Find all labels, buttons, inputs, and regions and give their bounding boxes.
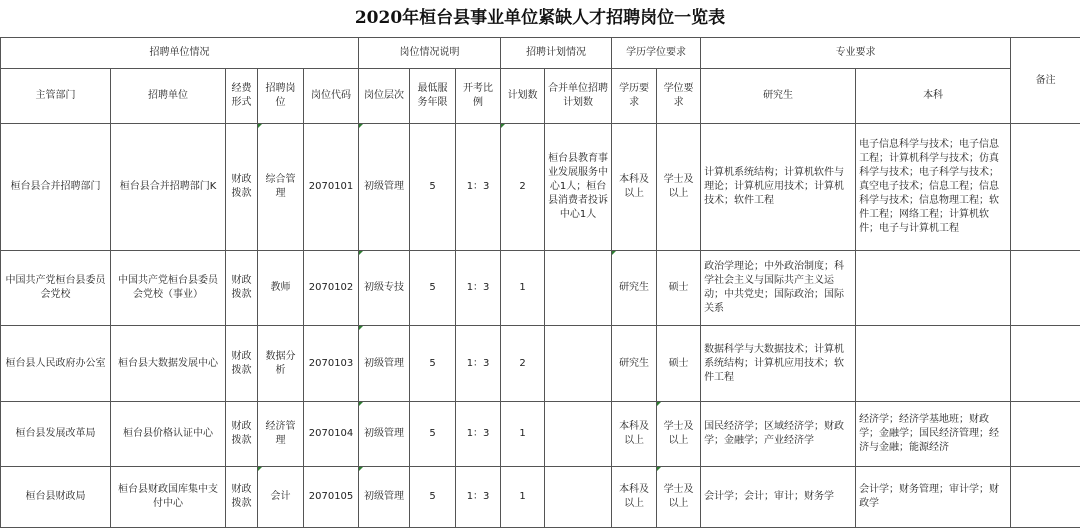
cell-unit: 桓台县大数据发展中心: [111, 326, 226, 402]
group-plan-header: 招聘计划情况: [501, 38, 612, 69]
header-grad: 研究生: [701, 69, 856, 124]
cell-years: 5: [410, 251, 456, 326]
cell-grad: 会计学；会计；审计；财务学: [701, 467, 856, 528]
cell-funding: 财政拨款: [226, 326, 258, 402]
cell-years: 5: [410, 402, 456, 467]
cell-level: 初级专技: [359, 251, 410, 326]
cell-grad: 政治学理论；中外政治制度；科学社会主义与国际共产主义运动；中共党史；国际政治；国际关系: [701, 251, 856, 326]
column-header-row: [1, 69, 1080, 124]
cell-bachelor: 经济学；经济学基地班；财政学；金融学；国民经济管理；经济与金融；能源经济: [856, 402, 1011, 467]
cell-count: 1: [501, 402, 545, 467]
cell-merged: [545, 467, 612, 528]
cell-remark: [1011, 251, 1080, 326]
cell-funding: 财政拨款: [226, 251, 258, 326]
group-header-row: [1, 38, 1080, 69]
page-title: 2020年桓台县事业单位紧缺人才招聘岗位一览表: [354, 8, 726, 28]
cell-post: 综合管理: [258, 124, 304, 251]
cell-ratio: 1：3: [456, 124, 501, 251]
cell-merged: [545, 251, 612, 326]
group-major-header: 专业要求: [701, 38, 1011, 69]
cell-degree: 学士及以上: [657, 402, 701, 467]
cell-dept: 桓台县发展改革局: [1, 402, 111, 467]
cell-unit: 桓台县合并招聘部门K: [111, 124, 226, 251]
cell-years: 5: [410, 326, 456, 402]
cell-grad: 计算机系统结构；计算机软件与理论；计算机应用技术；计算机技术；软件工程: [701, 124, 856, 251]
cell-level: 初级管理: [359, 124, 410, 251]
cell-level: 初级管理: [359, 402, 410, 467]
cell-post: 教师: [258, 251, 304, 326]
cell-count: 2: [501, 326, 545, 402]
cell-code: 2070102: [304, 251, 359, 326]
cell-merged: 桓台县教育事业发展服务中心1人；桓台县消费者投诉中心1人: [545, 124, 612, 251]
cell-unit: 桓台县财政国库集中支付中心: [111, 467, 226, 528]
cell-remark: [1011, 124, 1080, 251]
cell-bachelor: 会计学；财务管理；审计学；财政学: [856, 467, 1011, 528]
cell-remark: [1011, 402, 1080, 467]
cell-count: 1: [501, 251, 545, 326]
cell-bachelor: [856, 251, 1011, 326]
cell-edu: 研究生: [612, 251, 657, 326]
cell-code: 2070104: [304, 402, 359, 467]
header-ratio: 开考比例: [456, 69, 501, 124]
header-funding: 经费形式: [226, 69, 258, 124]
header-degree: 学位要求: [657, 69, 701, 124]
remark-header: 备注: [1011, 38, 1080, 124]
cell-remark: [1011, 467, 1080, 528]
cell-edu: 本科及以上: [612, 402, 657, 467]
cell-degree: 硕士: [657, 326, 701, 402]
cell-level: 初级管理: [359, 467, 410, 528]
cell-post: 会计: [258, 467, 304, 528]
cell-dept: 中国共产党桓台县委员会党校: [1, 251, 111, 326]
cell-dept: 桓台县合并招聘部门: [1, 124, 111, 251]
cell-remark: [1011, 326, 1080, 402]
cell-edu: 本科及以上: [612, 124, 657, 251]
header-count: 计划数: [501, 69, 545, 124]
cell-degree: 硕士: [657, 251, 701, 326]
cell-unit: 桓台县价格认证中心: [111, 402, 226, 467]
header-bachelor: 本科: [856, 69, 1011, 124]
cell-years: 5: [410, 467, 456, 528]
header-post: 招聘岗位: [258, 69, 304, 124]
group-unit-header: 招聘单位情况: [1, 38, 359, 69]
cell-years: 5: [410, 124, 456, 251]
cell-code: 2070103: [304, 326, 359, 402]
cell-degree: 学士及以上: [657, 124, 701, 251]
cell-ratio: 1：3: [456, 326, 501, 402]
cell-merged: [545, 402, 612, 467]
header-level: 岗位层次: [359, 69, 410, 124]
header-merged: 合并单位招聘计划数: [545, 69, 612, 124]
cell-count: 1: [501, 467, 545, 528]
table-row: [1, 467, 1080, 528]
table-row: [1, 402, 1080, 467]
cell-grad: 国民经济学；区域经济学；财政学；金融学；产业经济学: [701, 402, 856, 467]
cell-merged: [545, 326, 612, 402]
cell-funding: 财政拨款: [226, 402, 258, 467]
group-edu-header: 学历学位要求: [612, 38, 701, 69]
cell-unit: 中国共产党桓台县委员会党校（事业）: [111, 251, 226, 326]
cell-ratio: 1：3: [456, 251, 501, 326]
cell-funding: 财政拨款: [226, 124, 258, 251]
cell-count: 2: [501, 124, 545, 251]
cell-code: 2070105: [304, 467, 359, 528]
cell-funding: 财政拨款: [226, 467, 258, 528]
recruitment-table: [0, 37, 1080, 528]
table-row: [1, 251, 1080, 326]
cell-edu: 本科及以上: [612, 467, 657, 528]
cell-bachelor: [856, 326, 1011, 402]
cell-ratio: 1：3: [456, 402, 501, 467]
cell-bachelor: 电子信息科学与技术；电子信息工程；计算机科学与技术；仿真科学与技术；电子科学与技术；真空电子技术；信息工程；信息科学与技术；信息物理工程；软件工程；网络工程；计算机软件；电子与计算机工程: [856, 124, 1011, 251]
cell-ratio: 1：3: [456, 467, 501, 528]
table-row: [1, 326, 1080, 402]
cell-level: 初级管理: [359, 326, 410, 402]
header-years: 最低服务年限: [410, 69, 456, 124]
header-code: 岗位代码: [304, 69, 359, 124]
cell-dept: 桓台县财政局: [1, 467, 111, 528]
header-unit: 招聘单位: [111, 69, 226, 124]
cell-grad: 数据科学与大数据技术；计算机系统结构；计算机应用技术；软件工程: [701, 326, 856, 402]
table-row: [1, 124, 1080, 251]
cell-post: 经济管理: [258, 402, 304, 467]
header-dept: 主管部门: [1, 69, 111, 124]
cell-dept: 桓台县人民政府办公室: [1, 326, 111, 402]
group-post-header: 岗位情况说明: [359, 38, 501, 69]
cell-degree: 学士及以上: [657, 467, 701, 528]
header-edu: 学历要求: [612, 69, 657, 124]
cell-post: 数据分析: [258, 326, 304, 402]
cell-code: 2070101: [304, 124, 359, 251]
cell-edu: 研究生: [612, 326, 657, 402]
